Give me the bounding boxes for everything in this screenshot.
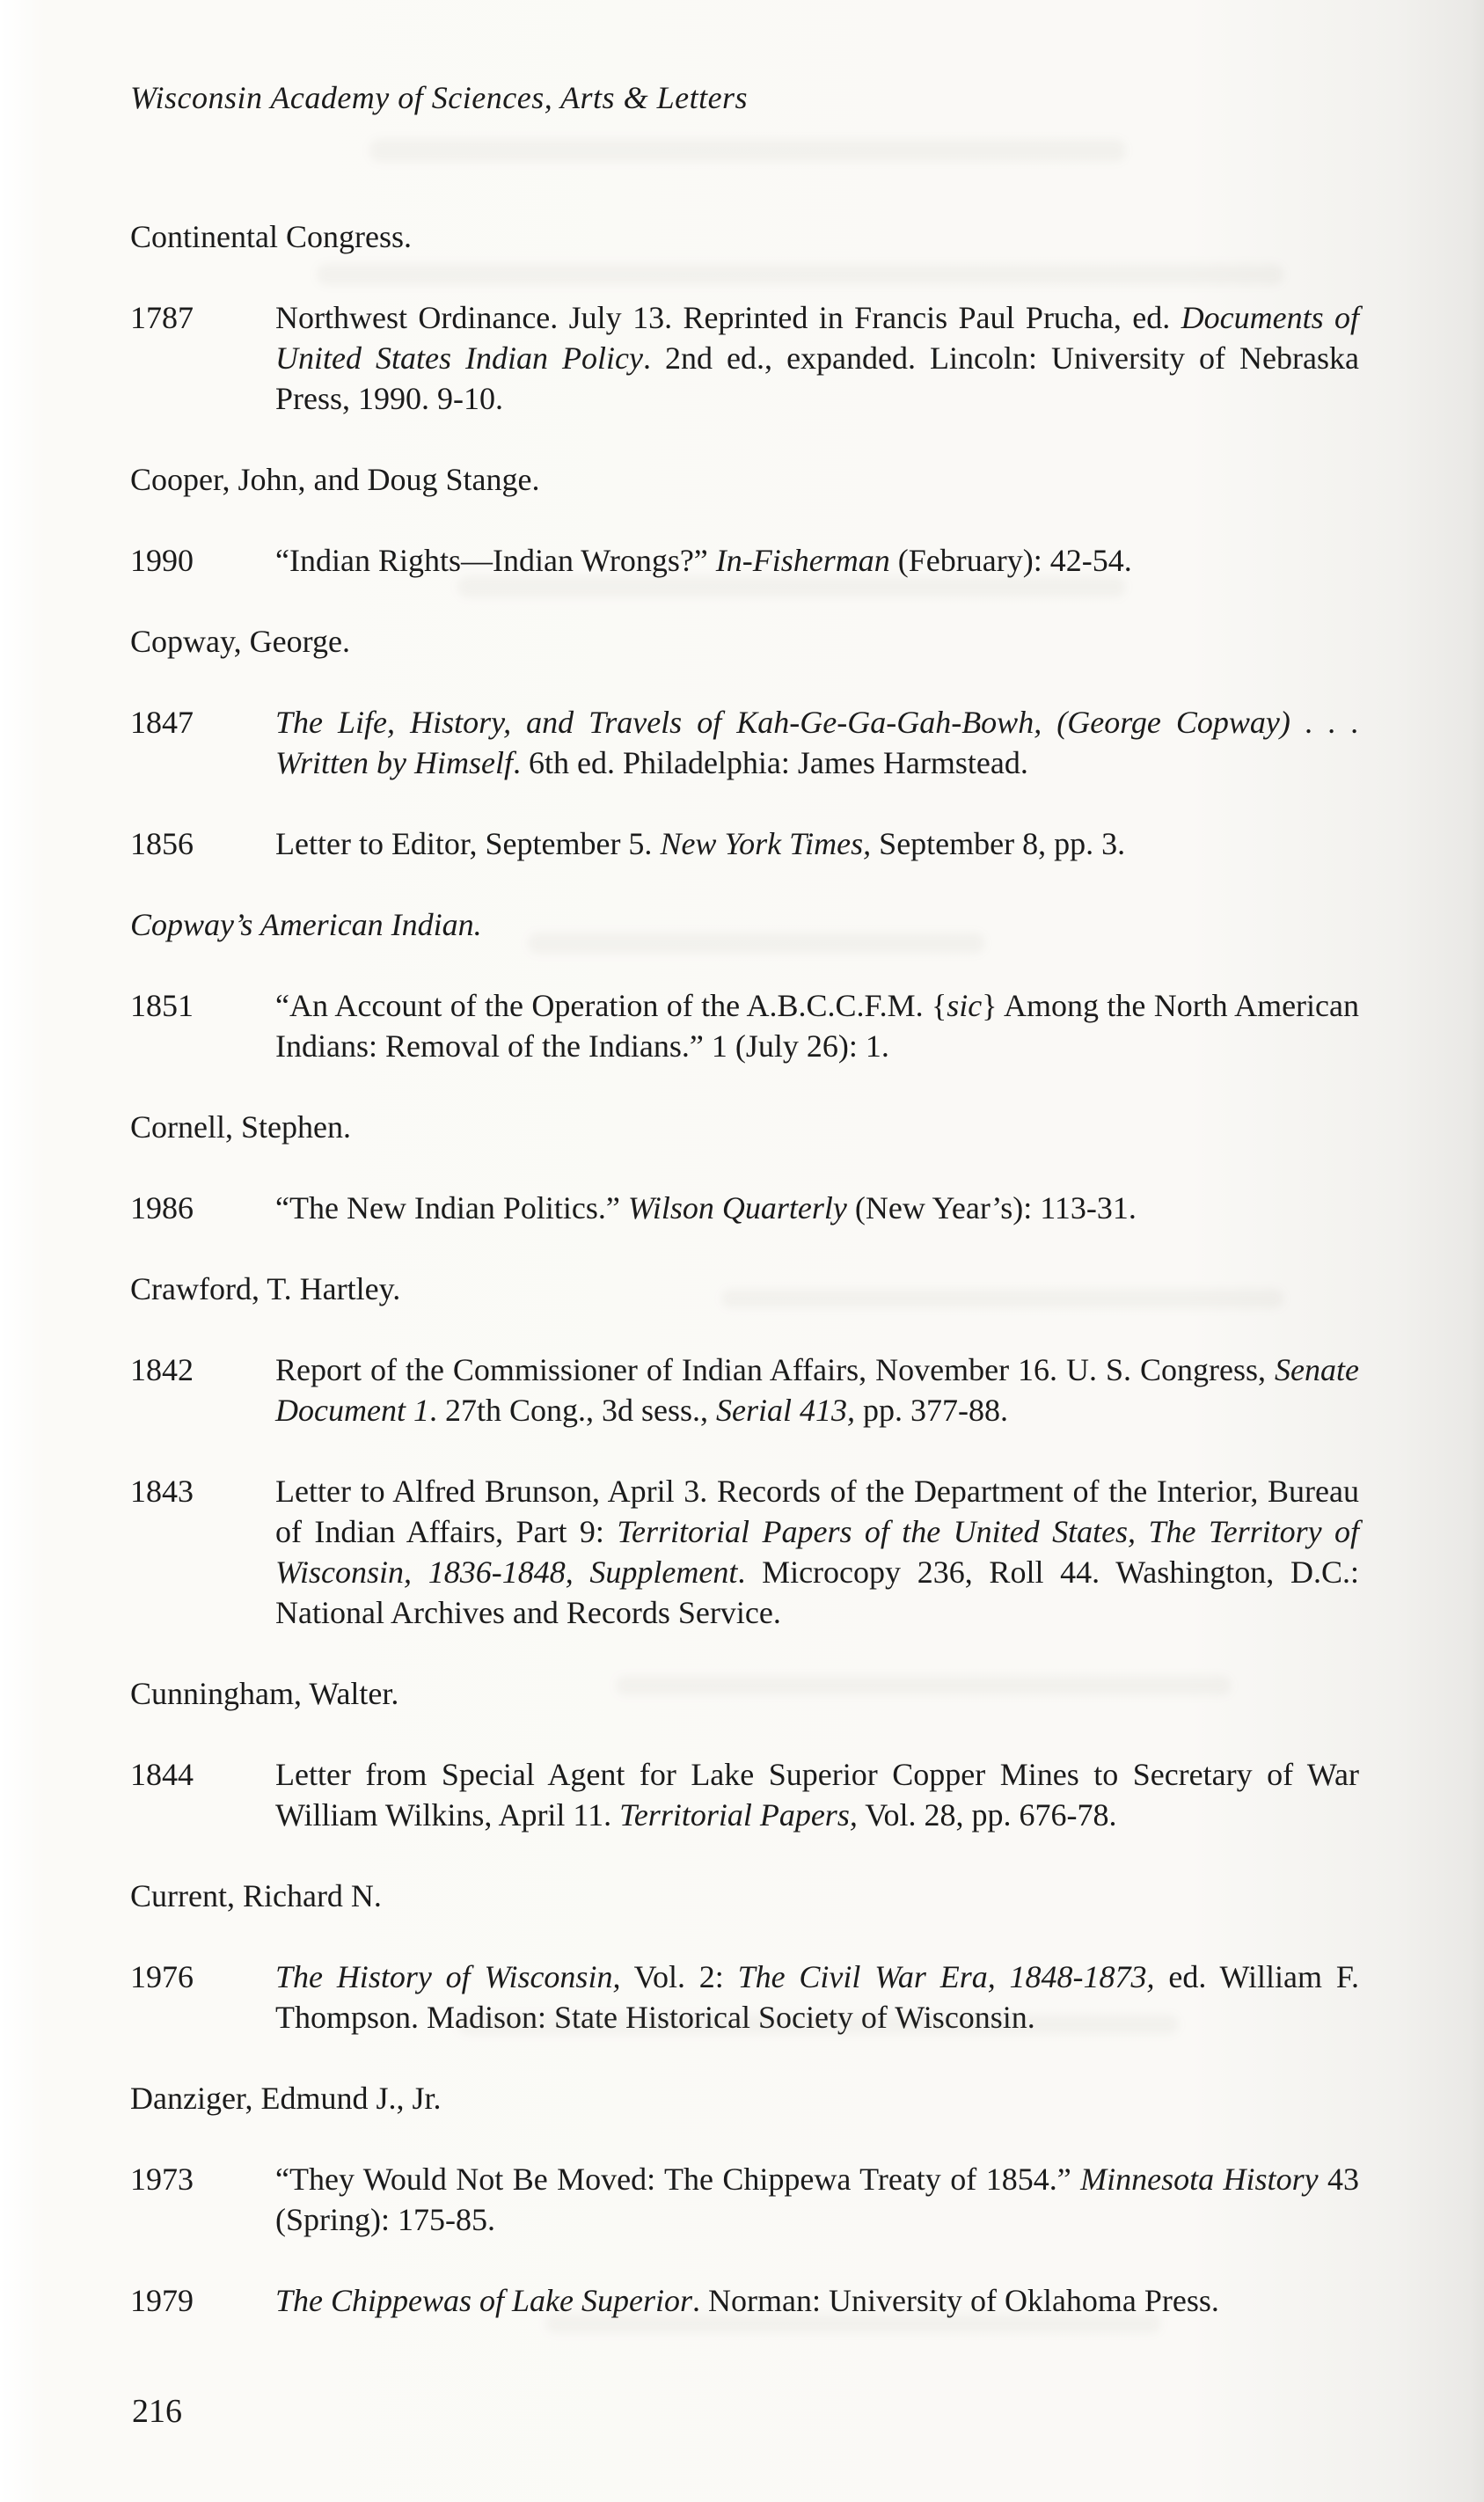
text-segment: . 6th ed. Philadelphia: James Harmstead. — [512, 745, 1028, 780]
entry-year: 1851 — [130, 988, 194, 1023]
text-segment: . 27th Cong., 3d sess., — [428, 1393, 716, 1428]
page-number: 216 — [132, 2393, 182, 2430]
entry-year: 1990 — [130, 543, 194, 578]
entry-year: 1787 — [130, 300, 194, 335]
bibliography-entry — [130, 1957, 1359, 2037]
italic-title-segment: The Chippewas of Lake Superior — [275, 2283, 692, 2318]
italic-title-segment: Territorial Papers, — [619, 1797, 858, 1833]
bibliography-entry — [130, 823, 1359, 864]
text-segment: pp. 377-88. — [855, 1393, 1008, 1428]
text-segment: “Indian Rights—Indian Wrongs?” — [275, 543, 716, 578]
section-heading: Current, Richard N. — [130, 1878, 382, 1913]
text-segment: . Microcopy 236, Roll 44. Washington, D.C.: National Archives and Records Service. — [275, 1555, 1359, 1630]
italic-title-segment: The History of Wisconsin, — [275, 1959, 621, 1994]
entry-year: 1976 — [130, 1959, 194, 1994]
text-segment: Vol. 28, pp. 676-78. — [857, 1797, 1117, 1833]
text-segment: Vol. 2: — [620, 1959, 738, 1994]
text-segment: . Norman: University of Oklahoma Press. — [692, 2283, 1219, 2318]
bibliography-entry — [130, 985, 1359, 1066]
text-segment: Letter from Special Agent for Lake Superior Copper Mines to Secretary of War William Wilkins, April 11. — [275, 1757, 1359, 1833]
bibliography — [130, 216, 1359, 2321]
bibliography-section — [130, 1107, 1359, 1228]
text-segment: Report of the Commissioner of Indian Affairs, November 16. U. S. Congress, — [275, 1352, 1276, 1387]
bibliography-entry — [130, 702, 1359, 783]
bibliography-entry — [130, 297, 1359, 419]
section-heading: Danziger, Edmund J., Jr. — [130, 2081, 442, 2116]
text-segment: Northwest Ordinance. July 13. Reprinted in Francis Paul Prucha, ed. — [275, 300, 1181, 335]
italic-title-segment: The Life, History, and Travels of Kah-Ge-Ga-Gah-Bowh, (George Copway) . . . Written by Himself — [275, 705, 1359, 780]
entry-year: 1842 — [130, 1352, 194, 1387]
entry-text — [275, 1188, 1359, 1228]
entry-text — [275, 1471, 1359, 1633]
text-segment: (New Year’s): 113-31. — [846, 1190, 1137, 1225]
entry-year: 1986 — [130, 1190, 194, 1225]
text-segment: 43 (Spring): 175-85. — [275, 2162, 1360, 2237]
bibliography-entry — [130, 2280, 1359, 2321]
section-heading: Cornell, Stephen. — [130, 1109, 351, 1145]
section-heading: Copway’s American Indian. — [130, 907, 482, 942]
running-header: Wisconsin Academy of Sciences, Arts & Letters — [130, 80, 749, 115]
bibliography-section — [130, 216, 1359, 419]
text-segment: Letter to Editor, September 5. — [275, 826, 661, 861]
bibliography-section — [130, 459, 1359, 581]
section-heading: Cooper, John, and Doug Stange. — [130, 462, 540, 497]
entry-text — [275, 702, 1359, 783]
bibliography-entry — [130, 2159, 1359, 2240]
entry-text — [275, 1957, 1359, 2037]
bibliography-section — [130, 621, 1359, 864]
section-heading: Cunningham, Walter. — [130, 1676, 399, 1711]
italic-title-segment: Serial 413, — [716, 1393, 855, 1428]
text-segment: Letter to Alfred Brunson, April 3. Records of the Department of the Interior, Bureau of Indian Affairs, Part 9: — [275, 1474, 1359, 1549]
italic-title-segment: The Civil War Era, 1848-1873, — [737, 1959, 1155, 1994]
text-segment: } Among the North American Indians: Removal of the Indians.” 1 (July 26): 1. — [275, 988, 1359, 1064]
bibliography-section — [130, 904, 1359, 1066]
entry-text — [275, 1754, 1359, 1835]
bibliography-entry — [130, 1754, 1359, 1835]
text-segment: (February): 42-54. — [889, 543, 1132, 578]
entry-text — [275, 297, 1359, 419]
entry-text — [275, 540, 1359, 581]
italic-title-segment: New York Times, — [660, 826, 872, 861]
text-segment: September 8, pp. 3. — [871, 826, 1126, 861]
entry-year: 1843 — [130, 1474, 194, 1509]
italic-title-segment: Documents of United States Indian Policy — [275, 300, 1359, 376]
italic-title-segment: Territorial Papers of the United States, The Territory of Wisconsin, 1836-1848, Supplement — [275, 1514, 1360, 1590]
text-segment: ed. William F. Thompson. Madison: State Historical Society of Wisconsin. — [275, 1959, 1359, 2035]
italic-title-segment: Wilson Quarterly — [627, 1190, 847, 1225]
entry-year: 1847 — [130, 705, 194, 740]
entry-year: 1979 — [130, 2283, 194, 2318]
show-through-ghost — [369, 139, 1126, 162]
entry-text — [275, 823, 1359, 864]
bibliography-entry — [130, 1188, 1359, 1228]
italic-title-segment: Senate Document 1 — [275, 1352, 1359, 1428]
entry-year: 1856 — [130, 826, 194, 861]
entry-year: 1973 — [130, 2162, 194, 2197]
italic-title-segment: sic — [947, 988, 983, 1023]
entry-text — [275, 2280, 1359, 2321]
bibliography-section — [130, 1673, 1359, 1835]
entry-text — [275, 985, 1359, 1066]
entry-year: 1844 — [130, 1757, 194, 1792]
bibliography-entry — [130, 1471, 1359, 1633]
section-heading: Continental Congress. — [130, 219, 412, 254]
bibliography-entry — [130, 1350, 1359, 1430]
italic-title-segment: Minnesota History — [1080, 2162, 1319, 2197]
italic-title-segment: In-Fisherman — [715, 543, 890, 578]
text-segment: . 2nd ed., expanded. Lincoln: University of Nebraska Press, 1990. 9-10. — [275, 340, 1359, 416]
bibliography-section — [130, 1269, 1359, 1633]
entry-text — [275, 2159, 1359, 2240]
text-segment: “An Account of the Operation of the A.B.C.C.F.M. { — [275, 988, 947, 1023]
section-heading: Crawford, T. Hartley. — [130, 1271, 401, 1306]
bibliography-entry — [130, 540, 1359, 581]
entry-text — [275, 1350, 1359, 1430]
text-segment: “The New Indian Politics.” — [275, 1190, 628, 1225]
section-heading: Copway, George. — [130, 624, 350, 659]
bibliography-section — [130, 1876, 1359, 2037]
bibliography-section — [130, 2078, 1359, 2321]
text-segment: “They Would Not Be Moved: The Chippewa Treaty of 1854.” — [275, 2162, 1081, 2197]
